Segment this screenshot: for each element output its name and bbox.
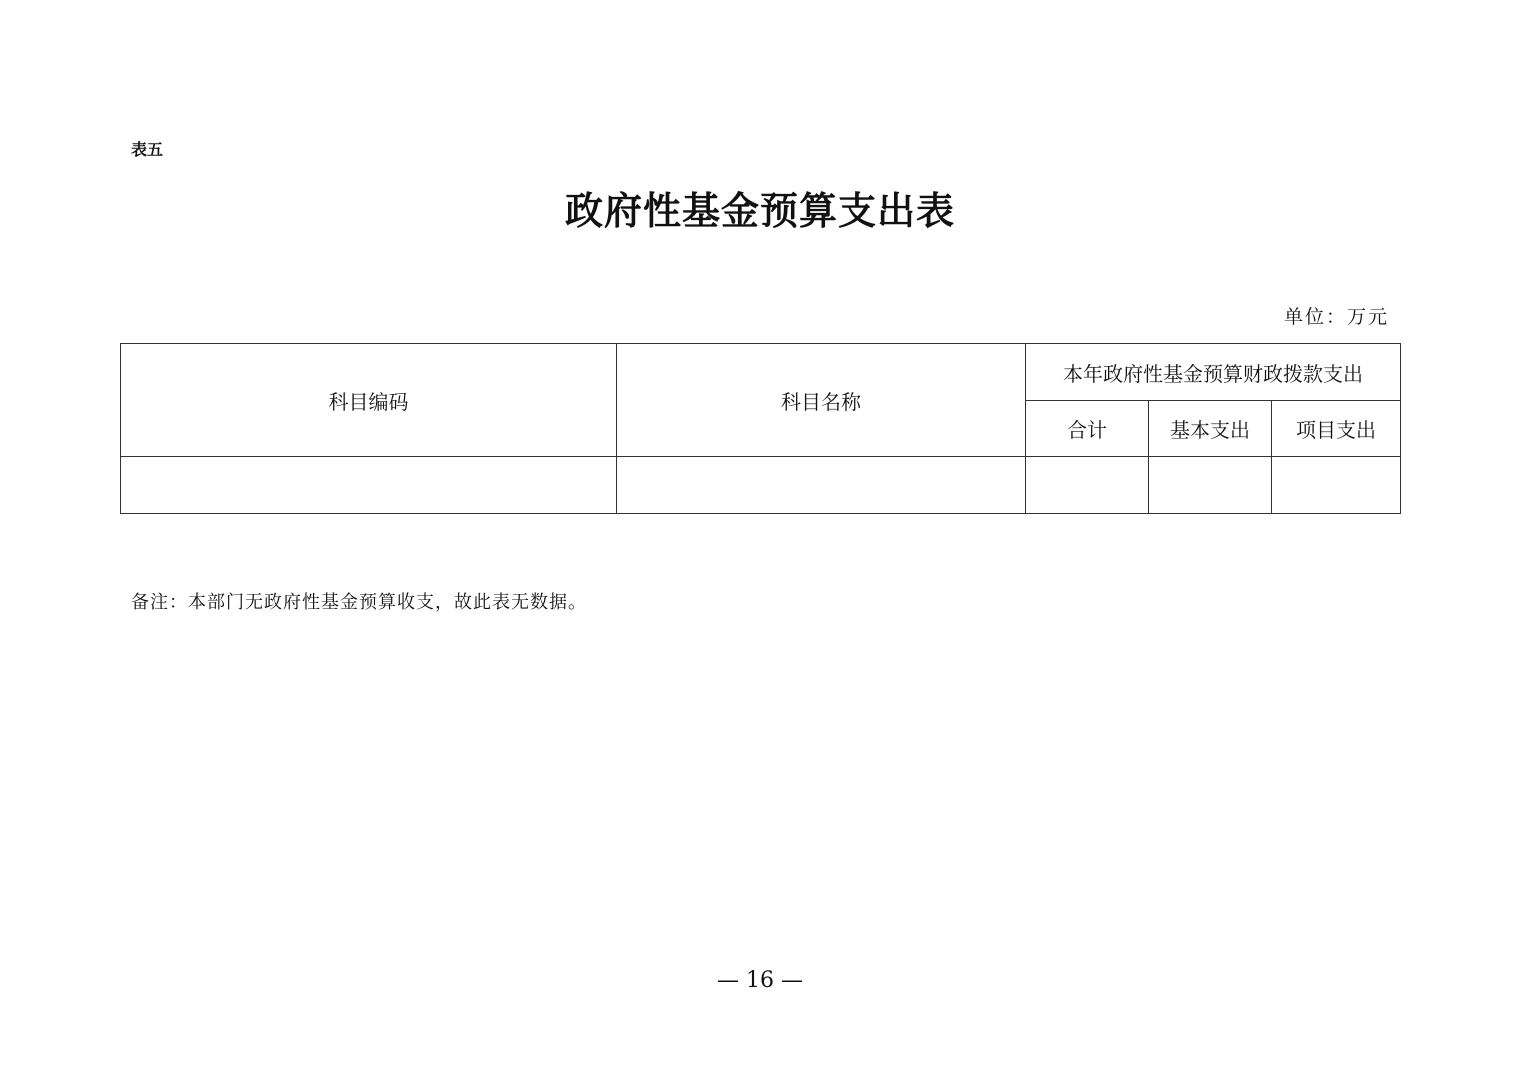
- cell-subject-code: [121, 457, 617, 514]
- cell-total: [1026, 457, 1149, 514]
- table-header-row: [121, 344, 1401, 401]
- table-row: [121, 457, 1401, 514]
- cell-subject-name: [617, 457, 1026, 514]
- budget-table: [120, 343, 1401, 514]
- header-subject-name: 科目名称: [617, 344, 1026, 457]
- header-group-expenditure: 本年政府性基金预算财政拨款支出: [1026, 344, 1401, 401]
- cell-basic: [1149, 457, 1272, 514]
- header-project-expenditure: 项目支出: [1272, 401, 1401, 457]
- unit-label: 单位：万元: [1283, 306, 1389, 328]
- page-number: — 16 —: [717, 968, 803, 993]
- table-label: 表五: [131, 140, 164, 159]
- cell-project: [1272, 457, 1401, 514]
- header-basic-expenditure: 基本支出: [1149, 401, 1272, 457]
- header-subject-code: 科目编码: [121, 344, 617, 457]
- header-total: 合计: [1026, 401, 1149, 457]
- page-title: 政府性基金预算支出表: [564, 188, 955, 233]
- remark-note: 备注：本部门无政府性基金预算收支，故此表无数据。: [131, 592, 587, 613]
